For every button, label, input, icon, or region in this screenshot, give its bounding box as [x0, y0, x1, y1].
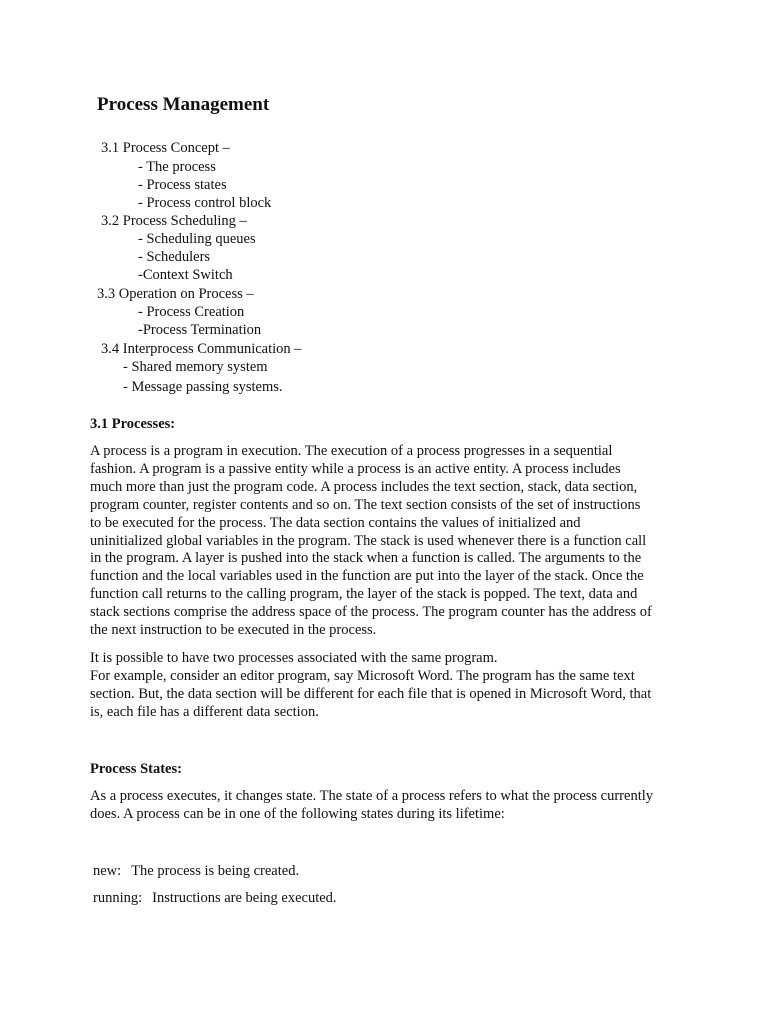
- toc-item: - Process states: [138, 177, 227, 193]
- paragraph-two-processes: It is possible to have two processes associated with the same program. For example, consider an editor program, say Microsoft Word. The program has the same text section. But, the data section will be different for each file that is opened in Microsoft Word, that is, each file has a different data section.: [90, 650, 652, 720]
- toc-item: - Process control block: [138, 195, 272, 211]
- toc-section-3-3: 3.3 Operation on Process –: [97, 286, 254, 302]
- section-heading-processes: 3.1 Processes:: [90, 416, 176, 432]
- state-name: running:: [93, 890, 143, 906]
- toc-section-3-1: 3.1 Process Concept –: [101, 140, 230, 156]
- page-title: Process Management: [97, 94, 270, 115]
- state-row-running: [93, 889, 337, 907]
- paragraph-states-intro: As a process executes, it changes state. The state of a process refers to what the process currently does. A process can be in one of the following states during its lifetime:: [90, 788, 654, 822]
- toc-item: - The process: [138, 159, 216, 175]
- state-row-new: [93, 862, 299, 880]
- toc-section-3-4: 3.4 Interprocess Communication –: [101, 341, 302, 357]
- section-heading-process-states: Process States:: [90, 761, 182, 777]
- toc-item: - Process Creation: [138, 304, 245, 320]
- toc-item: - Scheduling queues: [138, 231, 256, 247]
- toc-section-3-2: 3.2 Process Scheduling –: [101, 213, 247, 229]
- state-name: new:: [93, 863, 122, 879]
- toc-item: - Schedulers: [138, 249, 211, 265]
- toc-item: -Process Termination: [138, 322, 262, 338]
- toc-item: - Message passing systems.: [123, 379, 283, 395]
- state-description: Instructions are being executed.: [152, 890, 337, 906]
- state-description: The process is being created.: [131, 863, 300, 879]
- paragraph-process-definition: A process is a program in execution. The execution of a process progresses in a sequential fashion. A program is a passive entity while a process is an active entity. A process includes much more than just the program code. A process includes the text section, stack, data section, program counter, register contents and so on. The text section consists of the set of instructions to be executed for the process. The data section contains the values of initialized and uninitialized global variables in the program. The stack is used whenever there is a function call in the program. A layer is pushed into the stack when a function is called. The arguments to the function and the local variables used in the function are put into the layer of the stack. Once the function call returns to the calling program, the layer of the stack is popped. The text, data and stack sections comprise the address space of the process. The program counter has the address of the next instruction to be executed in the process.: [90, 443, 652, 639]
- toc-item: -Context Switch: [138, 267, 233, 283]
- toc-item: - Shared memory system: [123, 359, 268, 375]
